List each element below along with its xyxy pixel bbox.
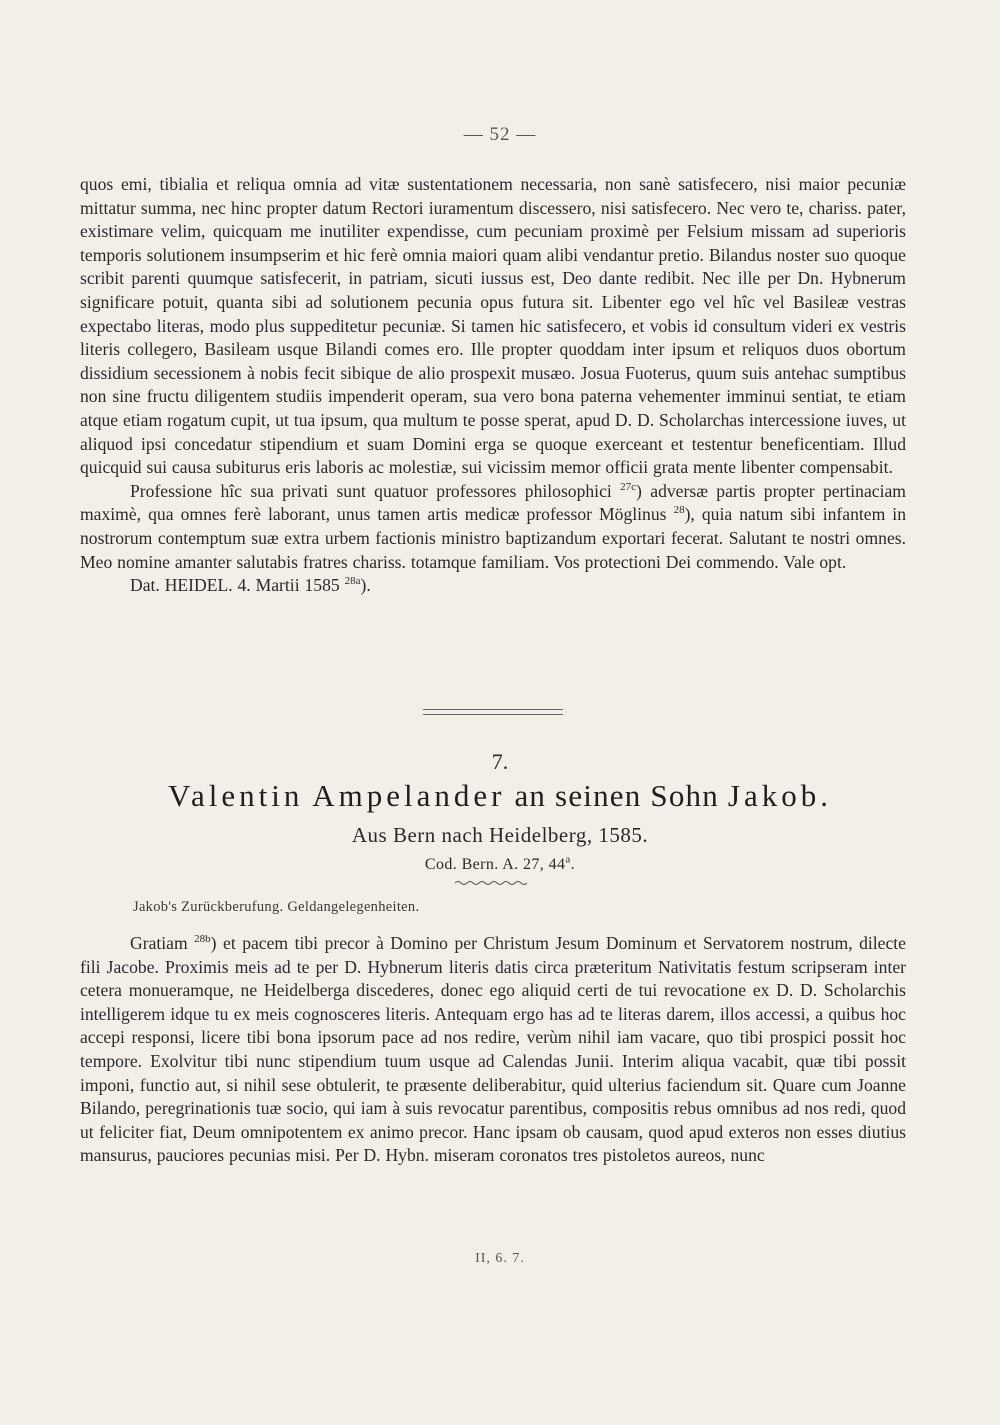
manuscript-source: Cod. Bern. A. 27, 44$^a$. <box>424 853 576 873</box>
letter-title: Valentin Ampelander an seinen Sohn Jakob. <box>168 778 832 813</box>
footnote-ref: 28a <box>344 575 361 588</box>
previous-letter-text <box>80 173 906 598</box>
letter-subtitle: Aus Bern nach Heidelberg, 1585. <box>351 823 649 847</box>
paragraph: Gratiam $^{28b}$) et pacem tibi precor à Domino per Christum Jesum Dominum et Servatorem nostrum, dilecte fili Jacobe. Proximis meis ad te per D. Hybnerum literis datis circa præteritum Nativitatis festum scripseram inter cetera monueramque, ne Heidelberga discederes, donec ego aliquid certi de tui revocatione ex D. D. Scholarchis intelligerem idque tu ex meis cognosceres literis. Antequam ergo has ad te literas darem, illos accessi, a quibus hoc accepi responsi, licere tibi bona ipsorum pace ad nos redire, verùm nihil iam vacare, quo tibi prospici possit hoc tempore. Exolvitur tibi nunc stipendium tuum usque ad Calendas Junii. Interim aliqua vacabit, quæ tibi possit imponi, functio aut, si nihil sese obtulerit, te præsente deliberabitur, quid ulterius faciendum sit. Quare cum Joanne Bilando, peregrinationis tuæ socio, qui iam à suis revocatur parentibus, compositis rebus omnibus ad nos redi, quod ut feliciter fiat, Deum omnipotentem ex animo precor. Hanc ipsam ob causam, quod apud exteros non esses diutius mansurus, pauciores pecunias misi. Per D. Hybn. miseram coronatos tres pistoletos aureos, nunc <box>80 933 906 1166</box>
footnote-ref: 27c <box>620 480 637 493</box>
page-number: — 52 — <box>463 124 537 145</box>
footnote-ref: 28b <box>194 933 211 946</box>
dateline: Dat. HEIDEL. 4. Martii 1585 $^{28a}$). <box>130 575 371 596</box>
paragraph: Professione hîc sua privati sunt quatuor professores philosophici $^{27c}$) adversæ partis propter pertinaciam maximè, qua omnes ferè laborant, unus tamen artis medicæ professor Möglinus $^{28}$), quia natum sibi infantem in nostrorum contemptum suæ extra urbem factionis ministro baptizandum exportari fecerat. Salutant te nostri omnes. Meo nomine amanter salutabis fratres chariss. totamque familiam. Vos protectioni Dei commendo. Vale opt. <box>80 480 906 572</box>
footnote-ref: 28 <box>673 504 685 517</box>
printer-signature: II, 6. 7. <box>475 1251 525 1266</box>
letter-summary: Jakob's Zurückberufung. Geldangelegenheiten. <box>133 899 420 915</box>
paragraph: quos emi, tibialia et reliqua omnia ad vitæ sustentationem necessaria, non sanè satisfecero, nisi maior pecuniæ mittatur summa, nec hinc propter datum Rectori iuramentum discessero, nisi satisfecero. Nec vero te, chariss. pater, existimare velim, quicquam me inutiliter expendisse, cum pecuniam proximè per Felsium missam ad superioris temporis solutionem insumpserim et hic ferè omnia maiori quam alibi vendantur pretio. Bilandus noster suo quoque scribit parenti quumque satisfecerit, in patriam, sicuti iussus est, Deo dante redibit. Nec ille per Dn. Hybnerum significare potuit, quanta sibi ad solutionem pecunia opus futura sit. Libenter ego vel hîc vel Basileæ vestras expectabo literas, modo plus suppeditetur pecuniæ. Si tamen hic satisfecero, et vobis id consultum videri ex vestris literis collegero, Basileam usque Bilandi comes ero. Ille propter quoddam inter ipsum et reliquos duos obortum dissidium secessionem à nobis fecit sibique de alio prospexit musæo. Josua Fuoterus, quum suis antehac sumptibus non sine fructu diligentem studiis impenderit operam, sua vero bona paterna vehementer imminui sentiat, te etiam atque etiam rogatum cupit, ut tua ipsum, qua multum te posse sperat, apud D. D. Scholarchas intercessione iuves, ut aliquod ipsi concedatur stipendium et suam Domini erga se quoque exerceant et testentur beneficentiam. Illud quicquid sui causa subiturus eris laboris ac molestiæ, sui vicissim memor officii grata mente libenter compensabit. <box>80 174 906 478</box>
letter-body <box>80 932 906 1168</box>
section-divider <box>423 709 563 715</box>
letter-number: 7. <box>491 749 509 774</box>
wavy-divider <box>455 878 527 888</box>
